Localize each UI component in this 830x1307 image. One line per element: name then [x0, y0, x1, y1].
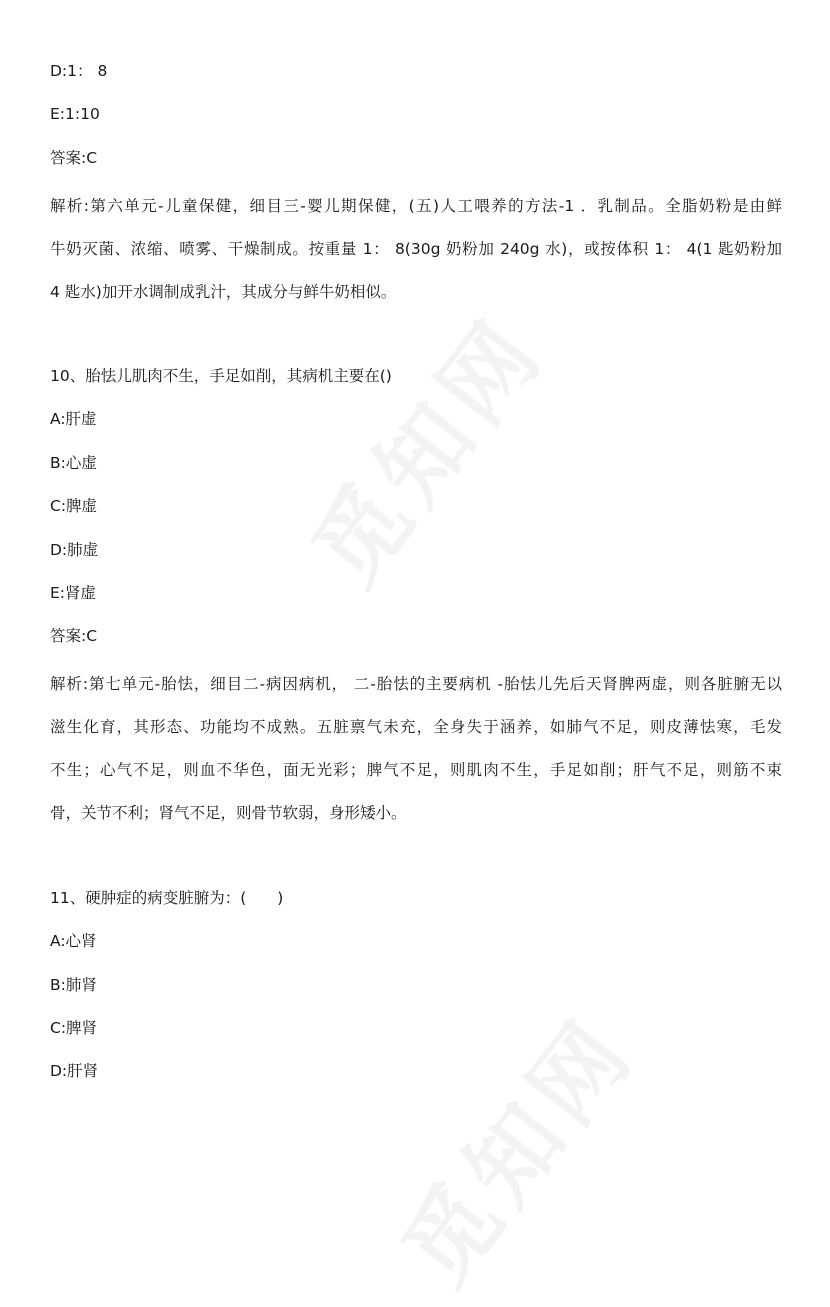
- question-title: 10、胎怯儿肌肉不生，手足如削，其病机主要在(): [50, 367, 392, 385]
- option-d: D:1： 8: [50, 62, 108, 80]
- analysis-line: 不生；心气不足，则血不华色，面无光彩；脾气不足，则肌肉不生，手足如削；肝气不足，则筋不束: [50, 761, 782, 779]
- analysis-line: 4 匙水)加开水调制成乳汁，其成分与鲜牛奶相似。: [50, 283, 397, 301]
- analysis-line: 滋生化育，其形态、功能均不成熟。五脏禀气未充，全身失于涵养，如肺气不足，则皮薄怯寒，毛发: [50, 718, 782, 736]
- question-title: 11、硬肿症的病变脏腑为：( ): [50, 889, 284, 907]
- analysis-line: 解析:第六单元-儿童保健，细目三-婴儿期保健，(五)人工喂养的方法-1 ．乳制品。全脂奶粉是由鲜: [50, 197, 782, 215]
- watermark: 觅知网: [382, 997, 656, 1305]
- option-e: E:肾虚: [50, 584, 97, 602]
- option-d: D:肺虚: [50, 541, 99, 559]
- option-c: C:脾虚: [50, 497, 98, 515]
- analysis-line: 解析:第七单元-胎怯，细目二-病因病机， 二-胎怯的主要病机 -胎怯儿先后天肾脾两虚，则各脏腑无以: [50, 675, 782, 693]
- option-a: A:心肾: [50, 932, 97, 950]
- answer: 答案:C: [50, 149, 98, 167]
- analysis: [50, 185, 782, 314]
- analysis-line: 骨，关节不利；肾气不足，则骨节软弱，身形矮小。: [50, 804, 407, 822]
- answer: 答案:C: [50, 627, 98, 645]
- watermark: 觅知网: [292, 297, 566, 605]
- option-b: B:心虚: [50, 454, 97, 472]
- option-a: A:肝虚: [50, 410, 97, 428]
- analysis: [50, 663, 782, 835]
- analysis-line: 牛奶灭菌、浓缩、喷雾、干燥制成。按重量 1： 8(30g 奶粉加 240g 水)，或按体积 1： 4(1 匙奶粉加: [50, 240, 782, 258]
- option-e: E:1:10: [50, 105, 100, 123]
- option-d: D:肝肾: [50, 1062, 99, 1080]
- option-b: B:肺肾: [50, 976, 97, 994]
- option-c: C:脾肾: [50, 1019, 98, 1037]
